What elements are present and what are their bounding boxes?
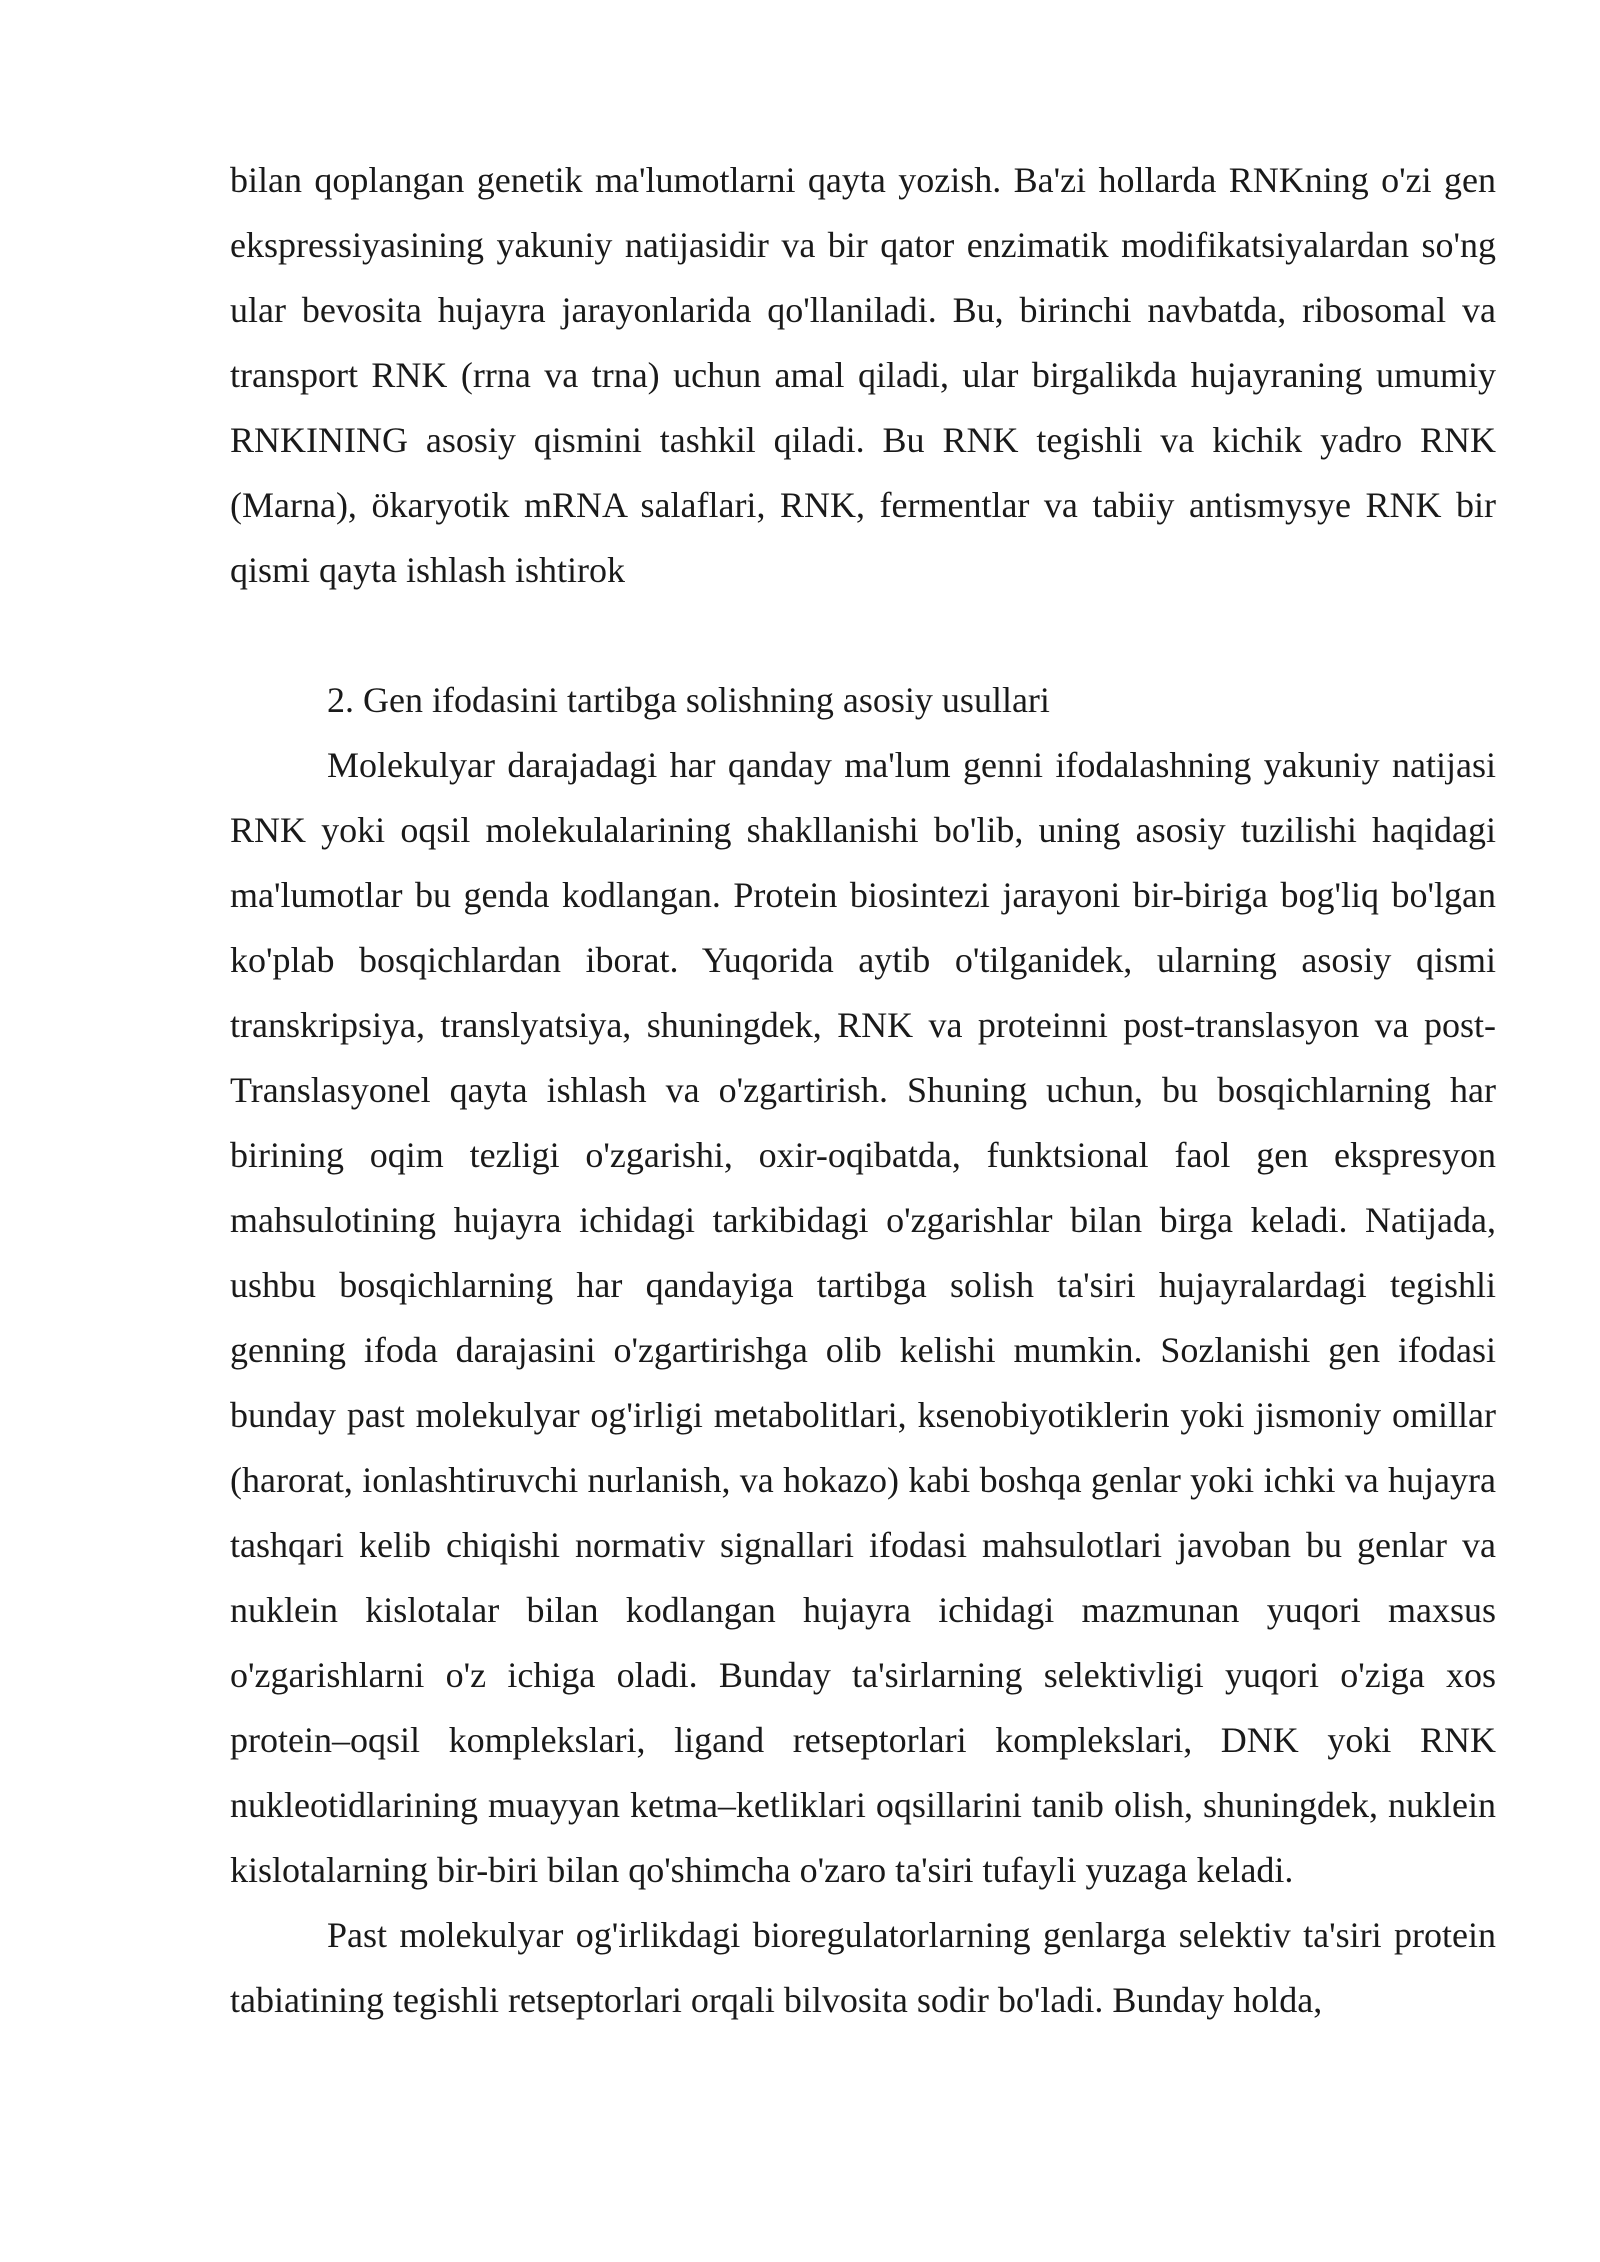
paragraph-spacer xyxy=(230,603,1496,668)
paragraph-gene-expression: Molekulyar darajadagi har qanday ma'lum genni ifodalashning yakuniy natijasi RNK yoki oqsil molekulalarining shakllanishi bo'lib, uning asosiy tuzilishi haqidagi ma'lumotlar bu genda kodlangan. Protein biosintezi jarayoni bir-biriga bog'liq bo'lgan ko'plab bosqichlardan iborat. Yuqorida aytib o'tilganidek, ularning asosiy qismi transkripsiya, translyatsiya, shuningdek, RNK va proteinni post-translasyon va post-Translasyonel qayta ishlash va o'zgartirish. Shuning uchun, bu bosqichlarning har birining oqim tezligi o'zgarishi, oxir-oqibatda, funktsional faol gen ekspresyon mahsulotining hujayra ichidagi tarkibidagi o'zgarishlar bilan birga keladi. Natijada, ushbu bosqichlarning har qandayiga tartibga solish ta'siri hujayralardagi tegishli genning ifoda darajasini o'zgartirishga olib kelishi mumkin. Sozlanishi gen ifodasi bunday past molekulyar og'irligi metabolitlari, ksenobiyotiklerin yoki jismoniy omillar (harorat, ionlashtiruvchi nurlanish, va hokazo) kabi boshqa genlar yoki ichki va hujayra tashqari kelib chiqishi normativ signallari ifodasi mahsulotlari javoban bu genlar va nuklein kislotalar bilan kodlangan hujayra ichidagi mazmunan yuqori maxsus o'zgarishlarni o'z ichiga oladi. Bunday ta'sirlarning selektivligi yuqori o'ziga xos protein–oqsil komplekslari, ligand retseptorlari komplekslari, DNK yoki RNK nukleotidlarining muayyan ketma–ketliklari oqsillarini tanib olish, shuningdek, nuklein kislotalarning bir-biri bilan qo'shimcha o'zaro ta'siri tufayli yuzaga keladi. xyxy=(230,745,1496,1890)
document-body xyxy=(230,148,1496,2033)
paragraph-rna-processing: bilan qoplangan genetik ma'lumotlarni qayta yozish. Ba'zi hollarda RNKning o'zi gen ekspressiyasining yakuniy natijasidir va bir qator enzimatik modifikatsiyalardan so'ng ular bevosita hujayra jarayonlarida qo'llaniladi. Bu, birinchi navbatda, ribosomal va transport RNK (rrna va trna) uchun amal qiladi, ular birgalikda hujayraning umumiy RNKINING asosiy qismini tashkil qiladi. Bu RNK tegishli va kichik yadro RNK (Marna), ökaryotik mRNA salaflari, RNK, fermentlar va tabiiy antismysye RNK bir qismi qayta ishlash ishtirok xyxy=(230,160,1496,590)
section-heading: 2. Gen ifodasini tartibga solishning asosiy usullari xyxy=(327,680,1050,720)
paragraph-bioregulators: Past molekulyar og'irlikdagi bioregulatorlarning genlarga selektiv ta'siri protein tabiatining tegishli retseptorlari orqali bilvosita sodir bo'ladi. Bunday holda, xyxy=(230,1915,1496,2020)
